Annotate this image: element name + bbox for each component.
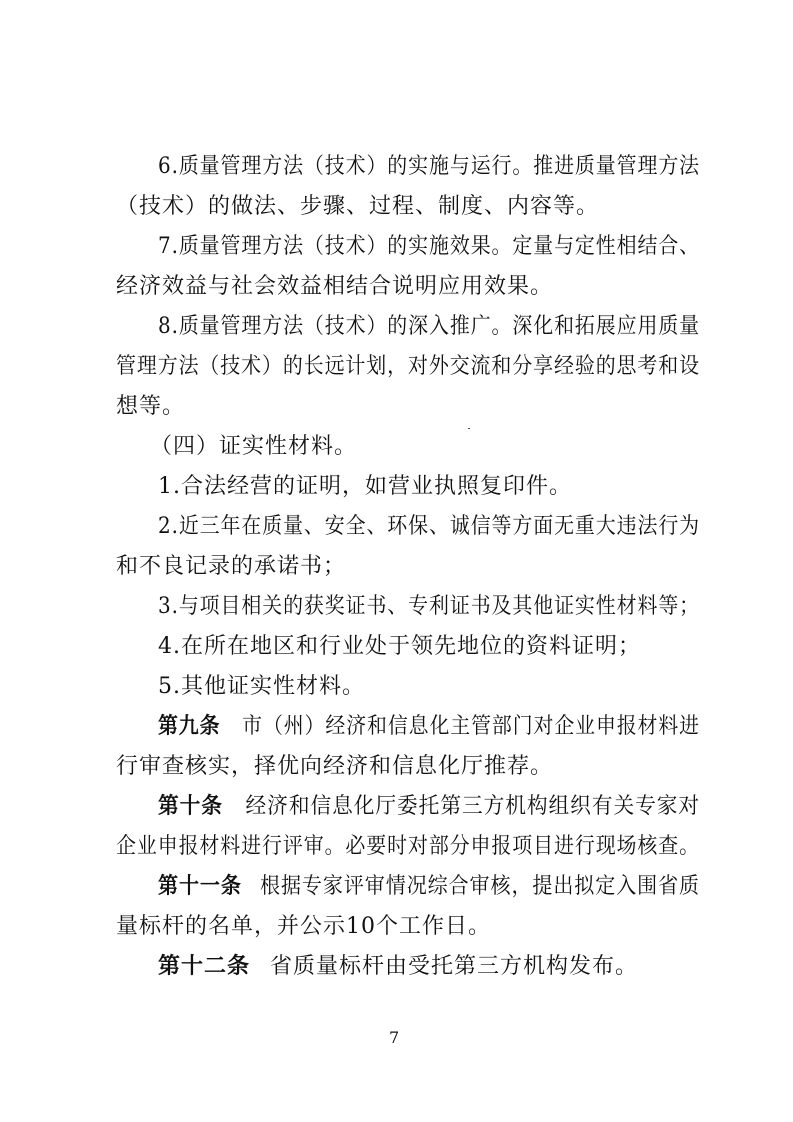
paragraph-line: 7.质量管理方法（技术）的实施效果。定量与定性相结合、	[158, 234, 701, 259]
article-text: 省质量标杆由受托第三方机构发布。	[270, 954, 639, 979]
paragraph-line: 2.近三年在质量、安全、环保、诚信等方面无重大违法行为	[158, 514, 701, 539]
article-line	[158, 712, 700, 742]
section-heading: （四）证实性材料。	[150, 434, 358, 459]
paragraph-line: 行审查核实，择优向经济和信息化厅推荐。	[116, 754, 554, 779]
paragraph-line: 和不良记录的承诺书；	[116, 554, 347, 579]
article-label: 第十一条	[158, 874, 242, 899]
paragraph-line: 量标杆的名单，并公示10个工作日。	[116, 914, 491, 939]
paragraph-line: 5.其他证实性材料。	[158, 674, 365, 699]
paragraph-line: 企业申报材料进行评审。必要时对部分申报项目进行现场核查。	[116, 834, 700, 859]
paragraph-line: 6.质量管理方法（技术）的实施与运行。推进质量管理方法	[158, 154, 701, 179]
paragraph-line: （技术）的做法、步骤、过程、制度、内容等。	[116, 194, 600, 219]
paragraph-line: 管理方法（技术）的长远计划，对外交流和分享经验的思考和设	[116, 354, 700, 379]
article-text: 经济和信息化厅委托第三方机构组织有关专家对	[245, 794, 701, 819]
article-text: 市（州）经济和信息化主管部门对企业申报材料进	[242, 714, 701, 739]
paragraph-line: 3.与项目相关的获奖证书、专利证书及其他证实性材料等；	[158, 594, 701, 619]
scan-speck	[468, 428, 470, 429]
article-label: 第十条	[158, 794, 223, 819]
article-line	[158, 872, 700, 902]
paragraph-line: 1.合法经营的证明，如营业执照复印件。	[158, 474, 572, 499]
article-label: 第十二条	[158, 954, 251, 979]
paragraph-line: 8.质量管理方法（技术）的深入推广。深化和拓展应用质量	[158, 314, 701, 339]
paragraph-line: 经济效益与社会效益相结合说明应用效果。	[116, 274, 554, 299]
article-text: 根据专家评审情况综合审核，提出拟定入围省质	[260, 874, 701, 899]
page-number: 7	[389, 1028, 400, 1047]
article-line	[158, 952, 638, 982]
article-line	[158, 792, 700, 822]
paragraph-line: 想等。	[116, 394, 186, 419]
article-label: 第九条	[158, 714, 221, 739]
paragraph-line: 4.在所在地区和行业处于领先地位的资料证明；	[158, 634, 641, 659]
